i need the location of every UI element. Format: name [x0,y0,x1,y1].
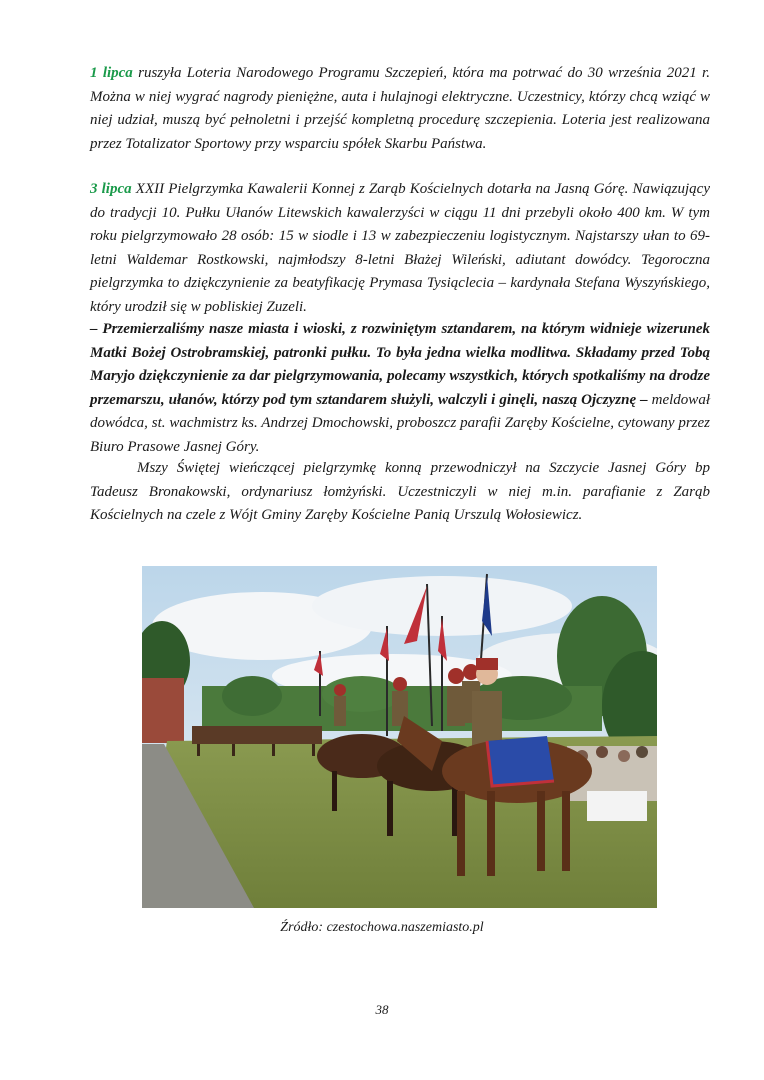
paragraph-text: XXII Pielgrzymka Kawalerii Konnej z Zarąb Kościelnych dotarła na Jasną Górę. Nawiązujący do tradycji 10. Pułku Ułanów Litewskich kawalerzyści w ciągu 11 dni przebyli około 400 km. W tym roku pielgrzymowało 28 osób: 15 w siodle i 13 w zabezpieczeniu logistycznym. Najstarszy ułan to 69-letni Waldemar Rostkowski, najmłodszy 8-letni Błażej Wileński, adiutant dowódcy. Tegoroczna pielgrzymka to dziękczynienie za beatyfikację Prymasa Tysiąclecia – kardynała Stefana Wyszyńskiego, który urodził się w pobliskiej Zuzeli. [90,181,710,315]
paragraph-mass [90,457,710,528]
paragraph-text: Mszy Świętej wieńczącej pielgrzymkę konną przewodniczył na Szczycie Jasnej Góry bp Tadeusz Bronakowski, ordynariusz łomżyński. Uczestniczyli w niej m.in. parafianie z Zarąb Kościelnych na czele z Wójt Gminy Zaręby Kościelne Panią Urszulą Wołosiewicz. [90,460,710,524]
date-label: 3 lipca [90,181,132,197]
paragraph-text: ruszyła Loteria Narodowego Programu Szczepień, która ma potrwać do 30 września 2021 r. Można w niej wygrać nagrody pieniężne, auta i hulajnogi elektryczne. Uczestnicy, którzy chcą wziąć w niej udział, muszą być pełnoletni i przejść kompletną procedurę szczepienia. Loteria jest realizowana przez Totalizator Sportowy przy wsparciu spółek Skarbu Państwa. [90,65,710,152]
quote-text: – Przemierzaliśmy nasze miasta i wioski, z rozwiniętym sztandarem, na którym widnieje wizerunek Matki Bożej Ostrobramskiej, patronki pułku. To była jedna wielka modlitwa. Składamy przed Tobą Maryjo dziękczynienie za dar pielgrzymowania, polecamy wszystkich, których spotkaliśmy na drodze przemarszu, ułanów, którzy pod tym sztandarem służyli, walczyli i ginęli, naszą Ojczyznę – [90,321,710,408]
paragraph-quote [90,318,710,460]
paragraph-lottery [90,62,710,156]
paragraph-pilgrimage [90,178,710,320]
photo-caption: Źródło: czestochowa.naszemiasto.pl [280,920,484,935]
paragraph-text: meldował dowódca, st. wachmistrz ks. Andrzej Dmochowski, proboszcz parafii Zaręby Kościelne, cytowany przez Biuro Prasowe Jasnej Góry. [90,391,710,455]
date-label: 1 lipca [90,65,133,81]
cavalry-photo [142,566,657,908]
page-number: 38 [375,1002,389,1017]
